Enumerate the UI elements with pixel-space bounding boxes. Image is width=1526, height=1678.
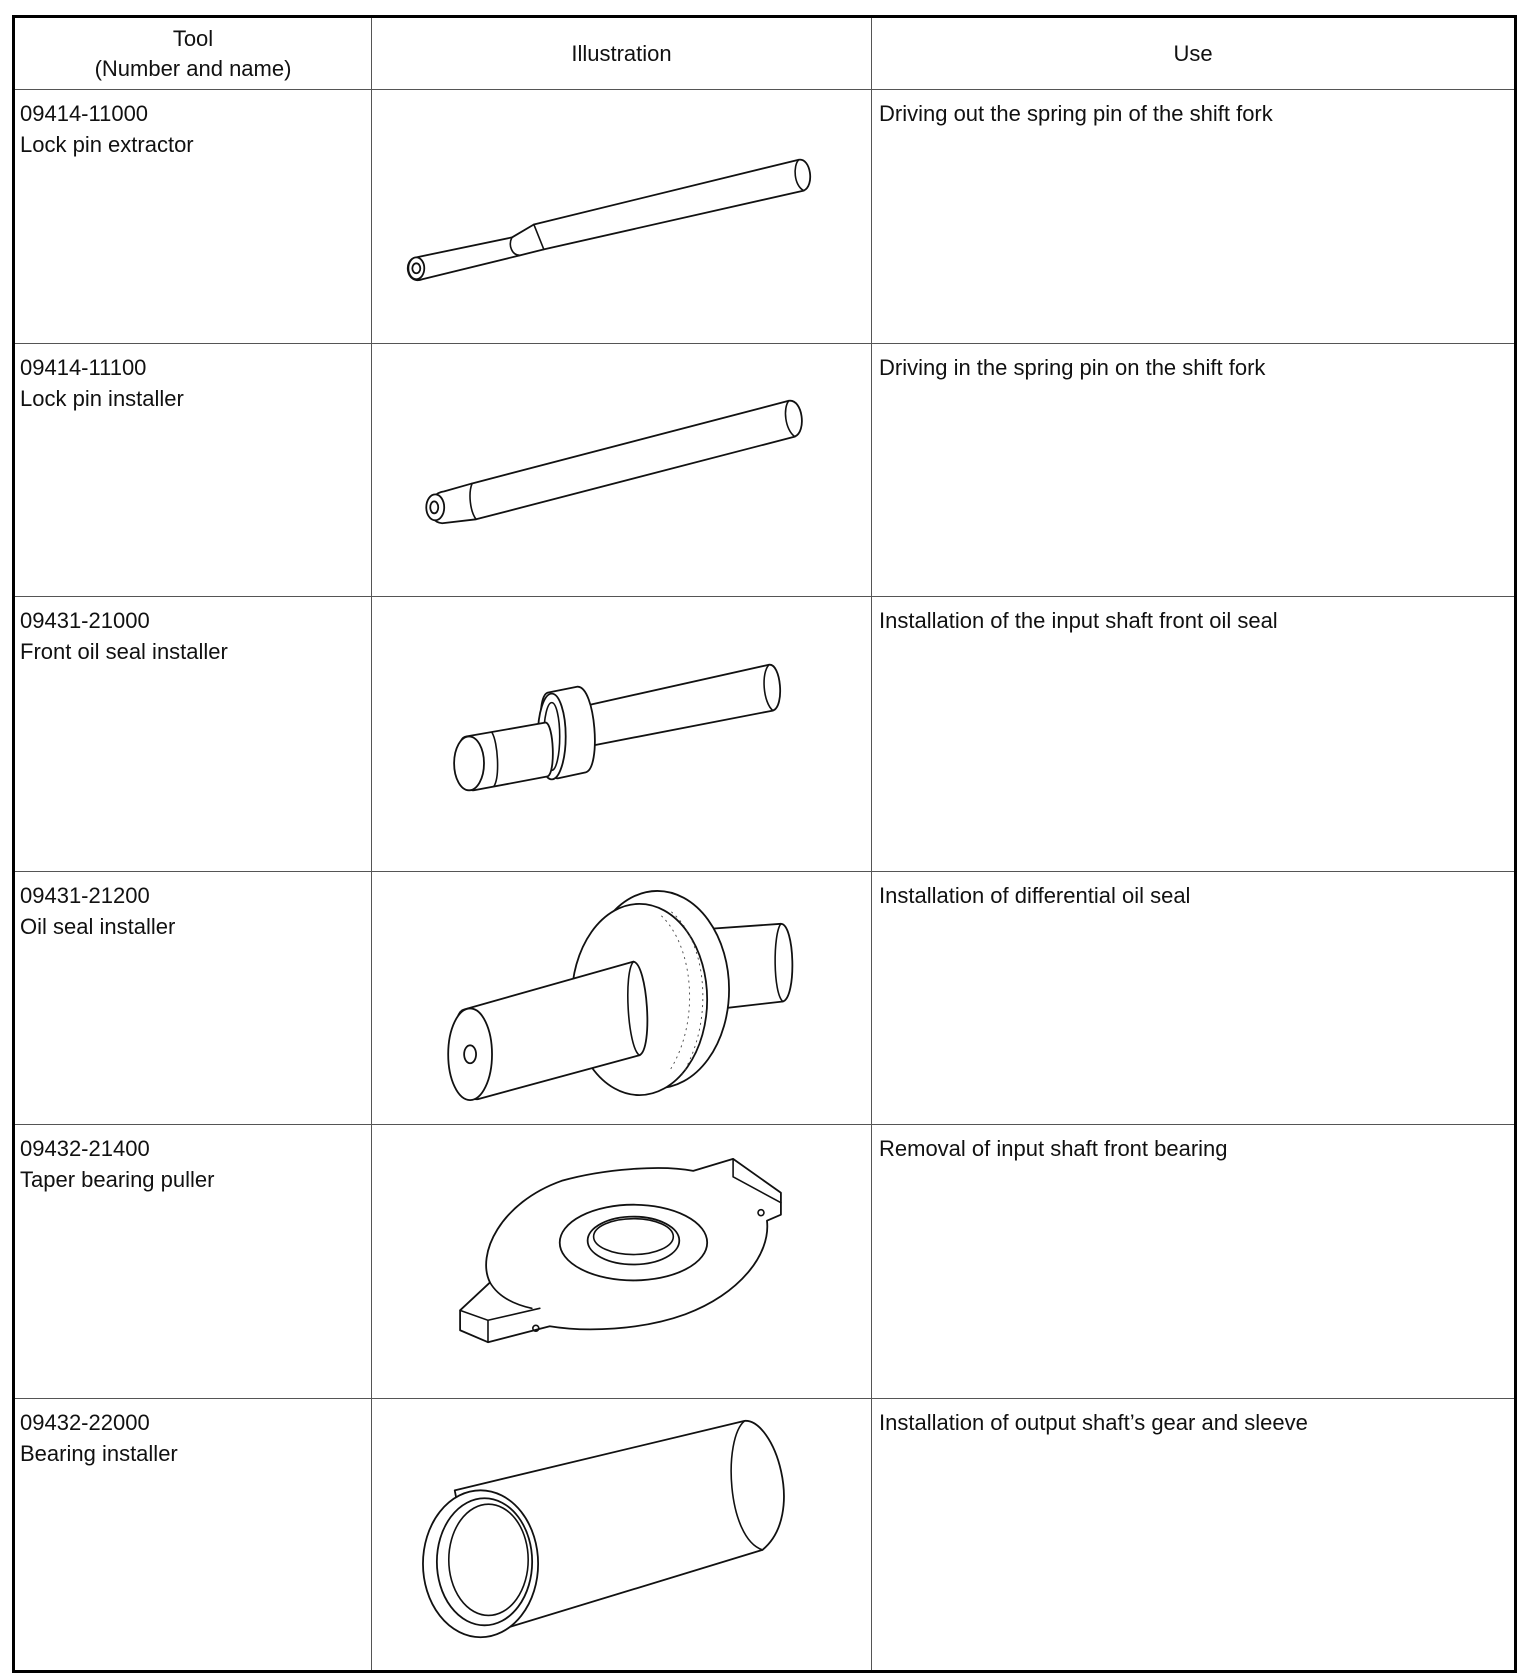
- header-tool-line2: (Number and name): [94, 55, 292, 81]
- tool-name: Lock pin installer: [20, 386, 184, 411]
- table-row: [14, 597, 1516, 872]
- tool-number: 09432-22000: [20, 1410, 150, 1435]
- tool-number: 09431-21200: [20, 883, 150, 908]
- lock-pin-extractor-illustration: [372, 90, 871, 343]
- oil-seal-installer-illustration: [372, 872, 871, 1124]
- header-tool: [14, 17, 372, 90]
- table-row: [14, 1125, 1516, 1399]
- use-cell: Installation of the input shaft front oil seal: [872, 597, 1516, 872]
- illustration-cell: [372, 90, 872, 344]
- header-illustration: Illustration: [372, 17, 872, 90]
- illustration-cell: [372, 344, 872, 597]
- header-use: Use: [872, 17, 1516, 90]
- use-cell: Installation of output shaft’s gear and sleeve: [872, 1399, 1516, 1672]
- tool-number: 09431-21000: [20, 608, 150, 633]
- table-row: [14, 1399, 1516, 1672]
- tool-cell: [14, 90, 372, 344]
- tool-name: Front oil seal installer: [20, 639, 228, 664]
- tool-cell: [14, 597, 372, 872]
- tool-name: Taper bearing puller: [20, 1167, 215, 1192]
- tool-cell: [14, 872, 372, 1125]
- tool-cell: [14, 1125, 372, 1399]
- illustration-cell: [372, 1125, 872, 1399]
- tool-number: 09414-11000: [20, 101, 149, 126]
- header-tool-line1: Tool: [172, 25, 214, 51]
- table-row: [14, 872, 1516, 1125]
- illustration-cell: [372, 1399, 872, 1672]
- bearing-installer-illustration: [372, 1399, 871, 1670]
- table-header-row: [14, 17, 1516, 90]
- tool-cell: [14, 1399, 372, 1672]
- illustration-cell: [372, 597, 872, 872]
- tool-cell: [14, 344, 372, 597]
- use-cell: Installation of differential oil seal: [872, 872, 1516, 1125]
- illustration-cell: [372, 872, 872, 1125]
- taper-bearing-puller-illustration: [372, 1125, 871, 1398]
- tool-name: Oil seal installer: [20, 914, 176, 939]
- use-cell: Driving out the spring pin of the shift fork: [872, 90, 1516, 344]
- tool-name: Lock pin extractor: [20, 132, 194, 157]
- tool-name: Bearing installer: [20, 1441, 178, 1466]
- tool-number: 09414-11100: [20, 355, 147, 380]
- lock-pin-installer-illustration: [372, 344, 871, 596]
- use-cell: Driving in the spring pin on the shift fork: [872, 344, 1516, 597]
- use-cell: Removal of input shaft front bearing: [872, 1125, 1516, 1399]
- tool-number: 09432-21400: [20, 1136, 150, 1161]
- table-row: [14, 344, 1516, 597]
- special-tools-table: [12, 15, 1517, 1673]
- front-oil-seal-installer-illustration: [372, 597, 871, 871]
- table-row: [14, 90, 1516, 344]
